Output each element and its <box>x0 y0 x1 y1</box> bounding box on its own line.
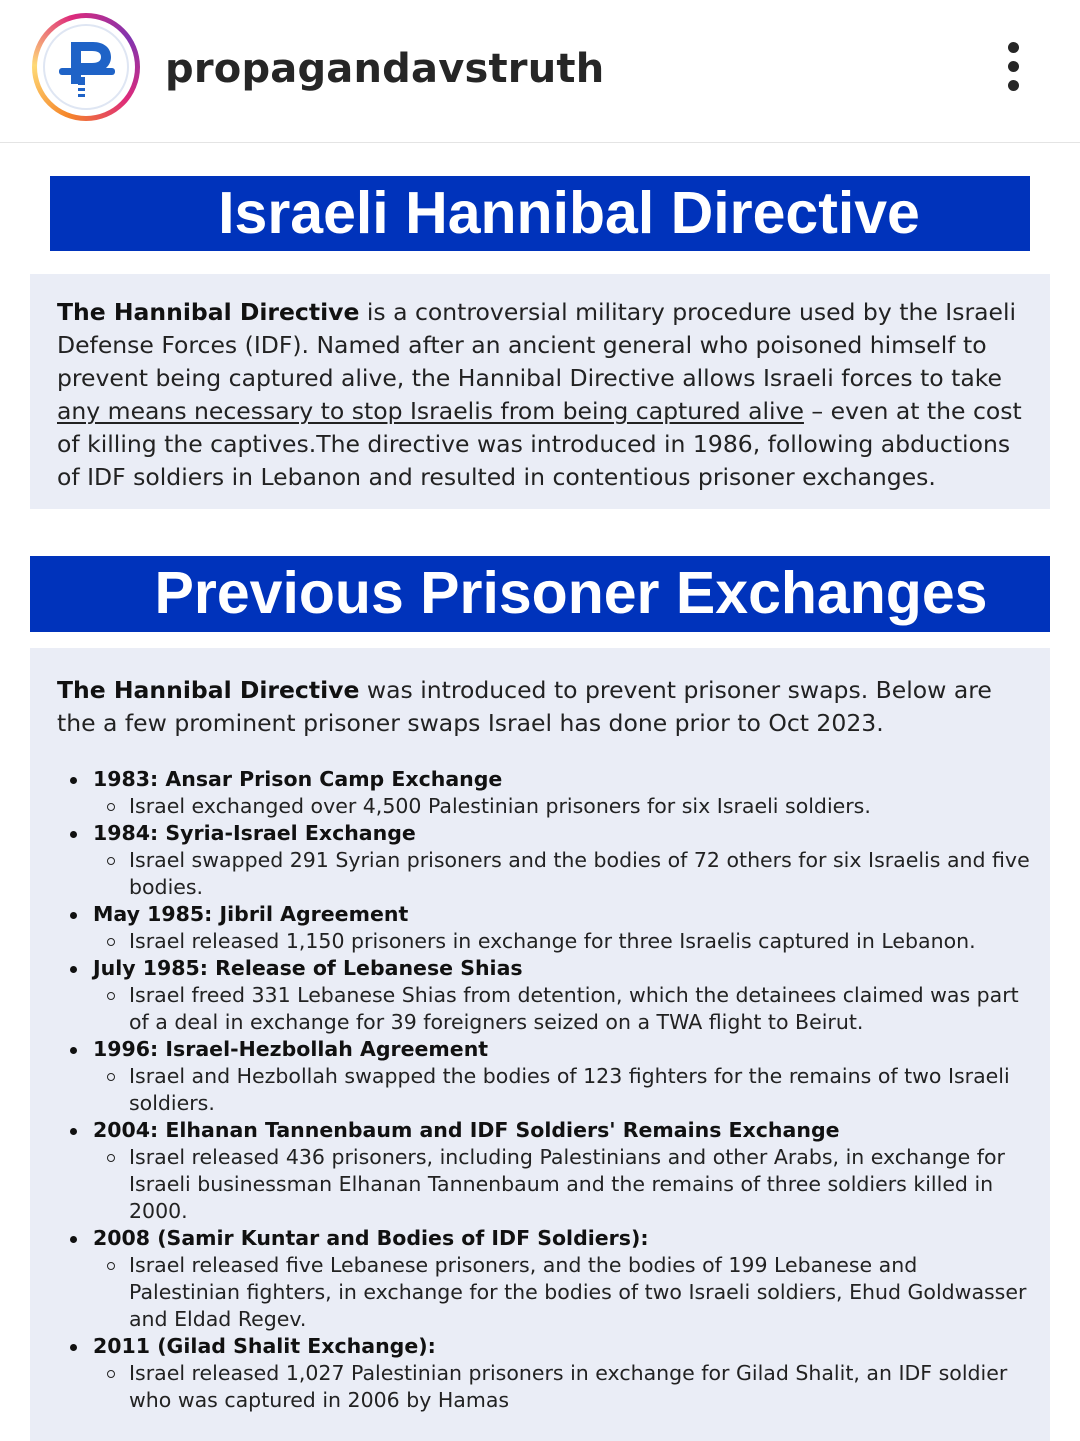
description-text: is a controversial military procedure used by the Israeli Defense Forces (IDF). Named after an ancient general who poisoned himself to prevent being captured alive, the Hannibal Directive allows Israeli forces to take <box>57 298 1017 392</box>
username[interactable]: propagandavstruth <box>165 46 605 92</box>
more-vertical-icon <box>1008 80 1019 91</box>
list-item <box>57 1117 1030 1225</box>
more-options-button[interactable] <box>992 38 1036 96</box>
exchanges-panel <box>30 648 1050 1441</box>
intro-text: was introduced to prevent prisoner swaps. Below are the a few prominent prisoner swaps Israel has done prior to Oct 2023. <box>57 676 992 737</box>
bold-lead: The Hannibal Directive <box>57 298 360 326</box>
exchanges-intro <box>57 674 1030 740</box>
list-item <box>57 1036 1030 1117</box>
exchange-detail: Israel exchanged over 4,500 Palestinian prisoners for six Israeli soldiers. <box>93 793 1030 820</box>
exchange-detail: Israel released 1,150 prisoners in exchange for three Israelis captured in Lebanon. <box>93 928 1030 955</box>
exchange-title: 2004: Elhanan Tannenbaum and IDF Soldiers' Remains Exchange <box>93 1118 840 1142</box>
exchange-detail: Israel released five Lebanese prisoners, and the bodies of 199 Lebanese and Palestinian fighters, in exchange for the bodies of two Israeli soldiers, Ehud Goldwasser and Eldad Regev. <box>93 1252 1030 1333</box>
exchange-detail: Israel swapped 291 Syrian prisoners and the bodies of 72 others for six Israelis and five bodies. <box>93 847 1030 901</box>
section-title: Israeli Hannibal Directive <box>50 176 1030 251</box>
list-item <box>57 955 1030 1036</box>
directive-description <box>57 296 1030 494</box>
exchange-title: 2011 (Gilad Shalit Exchange): <box>93 1334 436 1358</box>
more-vertical-icon <box>1008 61 1019 72</box>
list-item <box>57 766 1030 820</box>
list-item <box>57 820 1030 901</box>
exchange-title: 1983: Ansar Prison Camp Exchange <box>93 767 503 791</box>
bold-lead: The Hannibal Directive <box>57 676 360 704</box>
underlined-text: any means necessary to stop Israelis from being captured alive <box>57 397 804 425</box>
avatar-image <box>37 18 135 116</box>
list-item <box>57 1333 1030 1414</box>
exchange-title: 1996: Israel-Hezbollah Agreement <box>93 1037 489 1061</box>
exchange-title: 2008 (Samir Kuntar and Bodies of IDF Soldiers): <box>93 1226 649 1250</box>
description-text: – even at the cost of killing the captives.The directive was introduced in 1986, following abductions of IDF soldiers in Lebanon and resulted in contentious prisoner exchanges. <box>57 397 1022 491</box>
list-item <box>57 1225 1030 1333</box>
exchange-detail: Israel released 436 prisoners, including Palestinians and other Arabs, in exchange for Israeli businessman Elhanan Tannenbaum and the remains of three soldiers killed in 2000. <box>93 1144 1030 1225</box>
exchange-title: 1984: Syria-Israel Exchange <box>93 821 416 845</box>
exchange-detail: Israel freed 331 Lebanese Shias from detention, which the detainees claimed was part of a deal in exchange for 39 foreigners seized on a TWA flight to Beirut. <box>93 982 1030 1036</box>
avatar[interactable] <box>32 13 140 121</box>
more-vertical-icon <box>1008 42 1019 53</box>
p-logo-icon <box>41 22 131 112</box>
exchange-list <box>57 766 1030 1414</box>
exchange-title: May 1985: Jibril Agreement <box>93 902 409 926</box>
section-title: Previous Prisoner Exchanges <box>30 556 1050 632</box>
post-header <box>0 0 1080 143</box>
directive-panel <box>30 274 1050 509</box>
exchange-detail: Israel released 1,027 Palestinian prisoners in exchange for Gilad Shalit, an IDF soldier who was captured in 2006 by Hamas <box>93 1360 1030 1414</box>
list-item <box>57 901 1030 955</box>
exchange-detail: Israel and Hezbollah swapped the bodies of 123 fighters for the remains of two Israeli soldiers. <box>93 1063 1030 1117</box>
exchange-title: July 1985: Release of Lebanese Shias <box>93 956 523 980</box>
